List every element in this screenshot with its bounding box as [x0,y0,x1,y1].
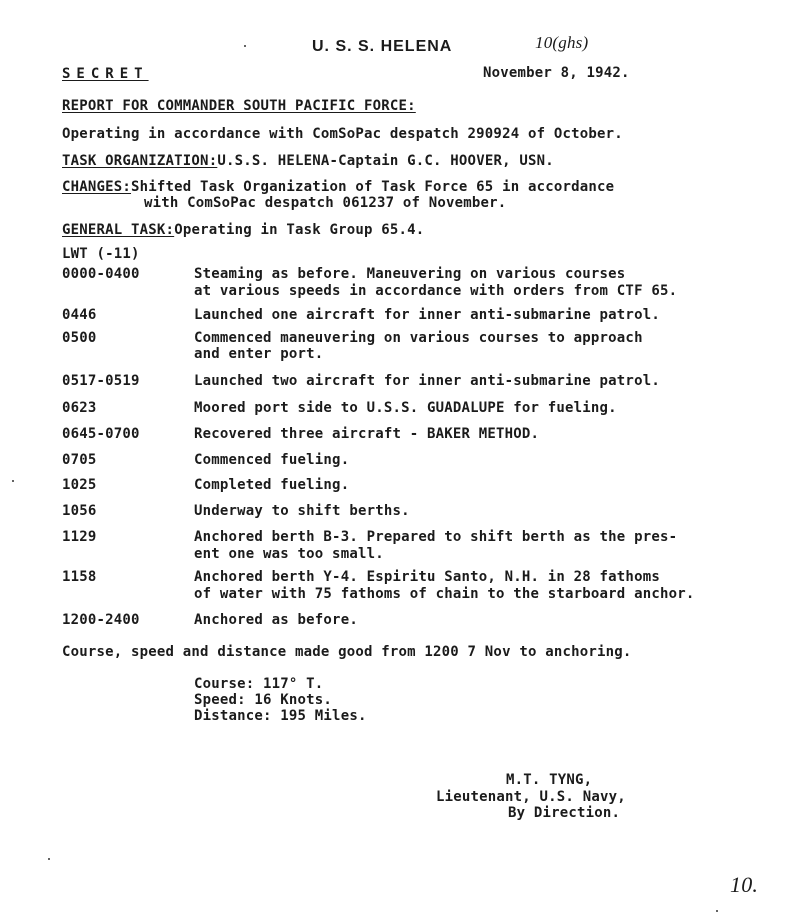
log-text: and enter port. [194,346,324,362]
speed-stat: Speed: 16 Knots. [194,692,333,708]
course-stat: Course: 117° T. [194,676,324,692]
distance-stat: Distance: 195 Miles. [194,708,367,724]
log-time: 1158 [62,569,97,585]
log-time: 0517-0519 [62,373,140,389]
log-text: Moored port side to U.S.S. GUADALUPE for fueling. [194,400,617,416]
log-text: Underway to shift berths. [194,503,410,519]
log-time: 1025 [62,477,97,493]
log-time: 0623 [62,400,97,416]
operating-line: Operating in accordance with ComSoPac despatch 290924 of October. [62,126,623,142]
scan-speck [716,910,718,912]
general-task-label: GENERAL TASK: [62,222,175,238]
task-organization [62,153,554,169]
log-text: at various speeds in accordance with orders from CTF 65. [194,283,678,299]
log-text: Commenced fueling. [194,452,350,468]
ship-name: U. S. S. HELENA [312,38,453,55]
general-task [62,222,424,238]
page-number: 10. [730,872,759,897]
signature-authority: By Direction. [508,805,621,821]
signature-rank: Lieutenant, U.S. Navy, [436,789,626,805]
log-time: 0000-0400 [62,266,140,282]
classification-label: SECRET [62,66,149,82]
log-text: Commenced maneuvering on various courses to approach [194,330,643,346]
log-text: Anchored berth Y-4. Espiritu Santo, N.H. in 28 fathoms [194,569,660,585]
log-text: ent one was too small. [194,546,384,562]
log-time: 0446 [62,307,97,323]
log-text: Recovered three aircraft - BAKER METHOD. [194,426,540,442]
task-organization-label: TASK ORGANIZATION: [62,153,218,169]
log-text: Launched one aircraft for inner anti-submarine patrol. [194,307,660,323]
scan-speck [244,45,246,47]
lwt-label: LWT (-11) [62,246,140,262]
changes-text-1: Shifted Task Organization of Task Force 65 in accordance [131,179,615,195]
general-task-text: Operating in Task Group 65.4. [174,222,425,238]
log-text: Launched two aircraft for inner anti-submarine patrol. [194,373,660,389]
scan-speck [12,480,14,482]
changes-label: CHANGES: [62,179,132,195]
report-date: November 8, 1942. [483,65,630,81]
log-text: of water with 75 fathoms of chain to the starboard anchor. [194,586,695,602]
log-time: 1200-2400 [62,612,140,628]
changes-line-1 [62,179,614,195]
log-text: Anchored berth B-3. Prepared to shift berth as the pres- [194,529,678,545]
course-summary: Course, speed and distance made good from 1200 7 Nov to anchoring. [62,644,632,660]
task-organization-text: U.S.S. HELENA-Captain G.C. HOOVER, USN. [217,153,554,169]
log-time: 0705 [62,452,97,468]
log-time: 1129 [62,529,97,545]
scan-speck [48,858,50,860]
log-time: 0645-0700 [62,426,140,442]
page-note: 10(ghs) [535,33,589,52]
log-text: Steaming as before. Maneuvering on various courses [194,266,626,282]
log-time: 0500 [62,330,97,346]
changes-line-2: with ComSoPac despatch 061237 of November. [144,195,507,211]
log-text: Anchored as before. [194,612,358,628]
report-title: REPORT FOR COMMANDER SOUTH PACIFIC FORCE: [62,98,416,114]
log-time: 1056 [62,503,97,519]
signature-name: M.T. TYNG, [506,772,593,788]
log-text: Completed fueling. [194,477,350,493]
